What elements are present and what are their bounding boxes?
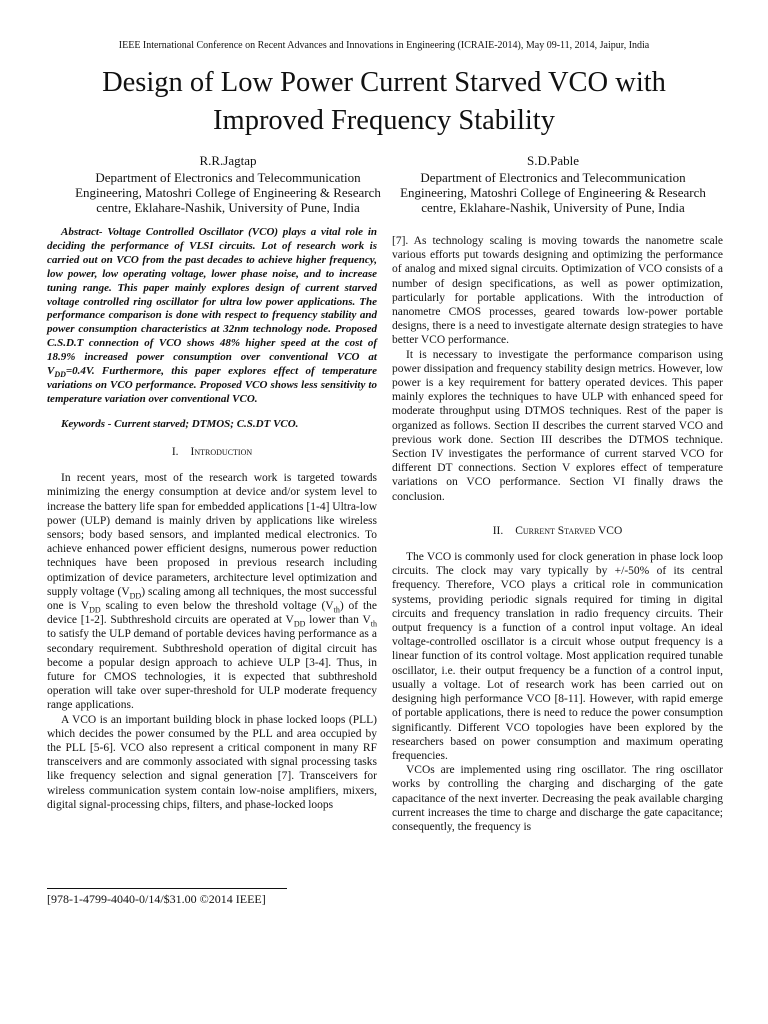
right-column: [392, 234, 723, 834]
text-run: In recent years, most of the research work is targeted towards minimizing the energy consumption at device and/or system level to increase the battery life span for embedded applications [1-4] Ultra-low power (ULP) demand is mainly driven by applications like wireless sensors; body based sensors, and implanted medical electronics. To achieve enhanced power efficient designs, numerous power reduction techniques have been proposed in previous research including optimization of device parameters, architecture level optimization and supply voltage (V: [47, 472, 377, 598]
text-run: lower than V: [305, 614, 371, 627]
abstract-text: Voltage Controlled Oscillator (VCO) plays a vital role in deciding the performance of VLSI circuits. Lot of research work is carried out on VCO from the past decades to achieve higher frequency, low power, low operating voltage, lower phase noise, and to increase tuning range. This paper mainly explores design of current starved voltage controlled ring oscillator for ultra low power applications. The performance comparison is done with respect to frequency stability and power consumption characteristics at 32nm technology node. Proposed C.S.D.T connection of VCO shows 48% higher speed at the cost of 18.9% increased power consumption over conventional VCO at V: [47, 226, 377, 378]
section-number: I.: [171, 445, 179, 458]
paragraph: A VCO is an important building block in phase locked loops (PLL) which decides the power consumed by the PLL and area occupied by the PLL [5-6]. VCO also represent a critical component in many RF transceivers and are commonly associated with signal processing tasks like frequency selection and signal generation [7]. Transceivers for wireless communication system contain low-noise amplifiers, mixers, digital signal-processing chips, filters, and phase-locked loops: [47, 713, 377, 811]
subscript: th: [370, 619, 377, 629]
copyright-footer: [978-1-4799-4040-0/14/$31.00 ©2014 IEEE]: [47, 892, 266, 906]
subscript: DD: [293, 619, 306, 629]
paragraph: It is necessary to investigate the performance comparison using power dissipation and frequency stability design metrics. However, low power is a key requirement for battery operated devices. This paper mainly explores the techniques to have ULP with enhanced speed for moderate throughput using DTMOS techniques. Rest of the paper is organized as follows. Section II describes the current starved VCO and previous work done. Section III describes the DTMOS technique. Section IV investigates the performance of current starved VCO for different DT connections. Section V explores effect of temperature variations on VCO performance. Section VI finally draws the conclusion.: [392, 348, 723, 503]
author-name: S.D.Pable: [527, 153, 579, 168]
author-affiliation-line: Department of Electronics and Telecommunication: [420, 170, 686, 185]
conference-header: IEEE International Conference on Recent Advances and Innovations in Engineering (ICRAIE-2014), May 09-11, 2014, Jaipur, India: [118, 40, 650, 51]
paragraph: VCOs are implemented using ring oscillator. The ring oscillator works by controlling the charging and discharging of the gate capacitance of the next inverter. Decreasing the peak available charging current increases the time to charge and discharge the gate capacitance; consequently, the frequency is: [392, 764, 723, 833]
abstract-subscript: DD: [54, 370, 66, 380]
paper-title: [40, 64, 728, 140]
section-heading: [392, 524, 723, 538]
section-title: Current Starved VCO: [515, 524, 623, 537]
footnote-rule: [47, 888, 287, 889]
author-affiliation-line: centre, Eklahare-Nashik, University of Pune, India: [96, 200, 360, 215]
paragraph: The VCO is commonly used for clock generation in phase lock loop circuits. The clock may vary typically by +/-50% of its central frequency. Therefore, VCO plays a critical role in communication systems, providing periodic signals required for timing in digital circuits and frequency translation in radio frequency circuits. Their output frequency is a function of a control input voltage. An ideal voltage-controlled oscillator is a circuit whose output frequency is a linear function of its control voltage. Most application required tunable oscillator, i.e. their output frequency be a function of a control input, usually a voltage. Lot of research work has been carried out on designing high performance VCO [8-11]. However, with rapid emerge of portable applications, there is need to reduce the power consumption significantly. Different VCO topologies have been explored by the researchers based on power consumption and maximum operating frequencies.: [392, 551, 723, 762]
author-affiliation-line: centre, Eklahare-Nashik, University of Pune, India: [421, 200, 685, 215]
section-heading: [47, 445, 377, 459]
text-run: ) scaling among all techniques, the most successful one is V: [47, 585, 377, 613]
text-run: scaling to even below the threshold voltage (V: [100, 600, 334, 613]
title-line-1: Design of Low Power Current Starved VCO with: [102, 67, 666, 98]
author-affiliation-line: Department of Electronics and Telecommunication: [95, 170, 361, 185]
text-run: ) of the device [1-2]. Subthreshold circuits are operated at V: [47, 600, 378, 627]
author-block-1: [58, 153, 398, 215]
section-title: Introduction: [190, 445, 253, 458]
abstract-label: Abstract-: [61, 226, 103, 238]
author-block-2: [383, 153, 723, 215]
left-column: [47, 226, 377, 812]
paragraph: [7]. As technology scaling is moving towards the nanometre scale various efforts put towards designing and optimizing the performance of analog and mixed signal circuits. Optimization of VCO consists of a number of design specifications, as well as power optimization, particularly for portable applications. With the introduction of nanometre CMOS processes, geared towards low-power portable designs, there is a need to investigate alternate design strategies to have better VCO performance.: [392, 235, 723, 347]
subscript: DD: [89, 605, 101, 615]
subscript: th: [333, 605, 340, 615]
abstract-text: =0.4V. Furthermore, this paper explores effect of temperature variations on VCO performance. Proposed VCO shows less sensitivity to temperature variation over conventional VCO.: [47, 365, 377, 405]
author-affiliation-line: Engineering, Matoshri College of Engineering & Research: [400, 185, 706, 200]
author-affiliation-line: Engineering, Matoshri College of Engineering & Research: [75, 185, 381, 200]
paragraph: [47, 471, 377, 712]
title-line-2: Improved Frequency Stability: [213, 105, 555, 136]
subscript: DD: [129, 591, 142, 601]
author-name: R.R.Jagtap: [199, 153, 257, 168]
keywords: Keywords - Current starved; DTMOS; C.S.DT VCO.: [61, 417, 299, 430]
abstract: [47, 226, 377, 407]
section-number: II.: [492, 524, 504, 537]
text-run: to satisfy the ULP demand of portable devices having performance as a secondary requirement. Subthreshold operation of digital circuit has become a popular design approach to achieve ULP [3-4]. Thus, in future for CMOS technologies, it is expected that subthreshold operation will take over super-threshold for ULP moderate frequency range applications.: [47, 628, 377, 712]
